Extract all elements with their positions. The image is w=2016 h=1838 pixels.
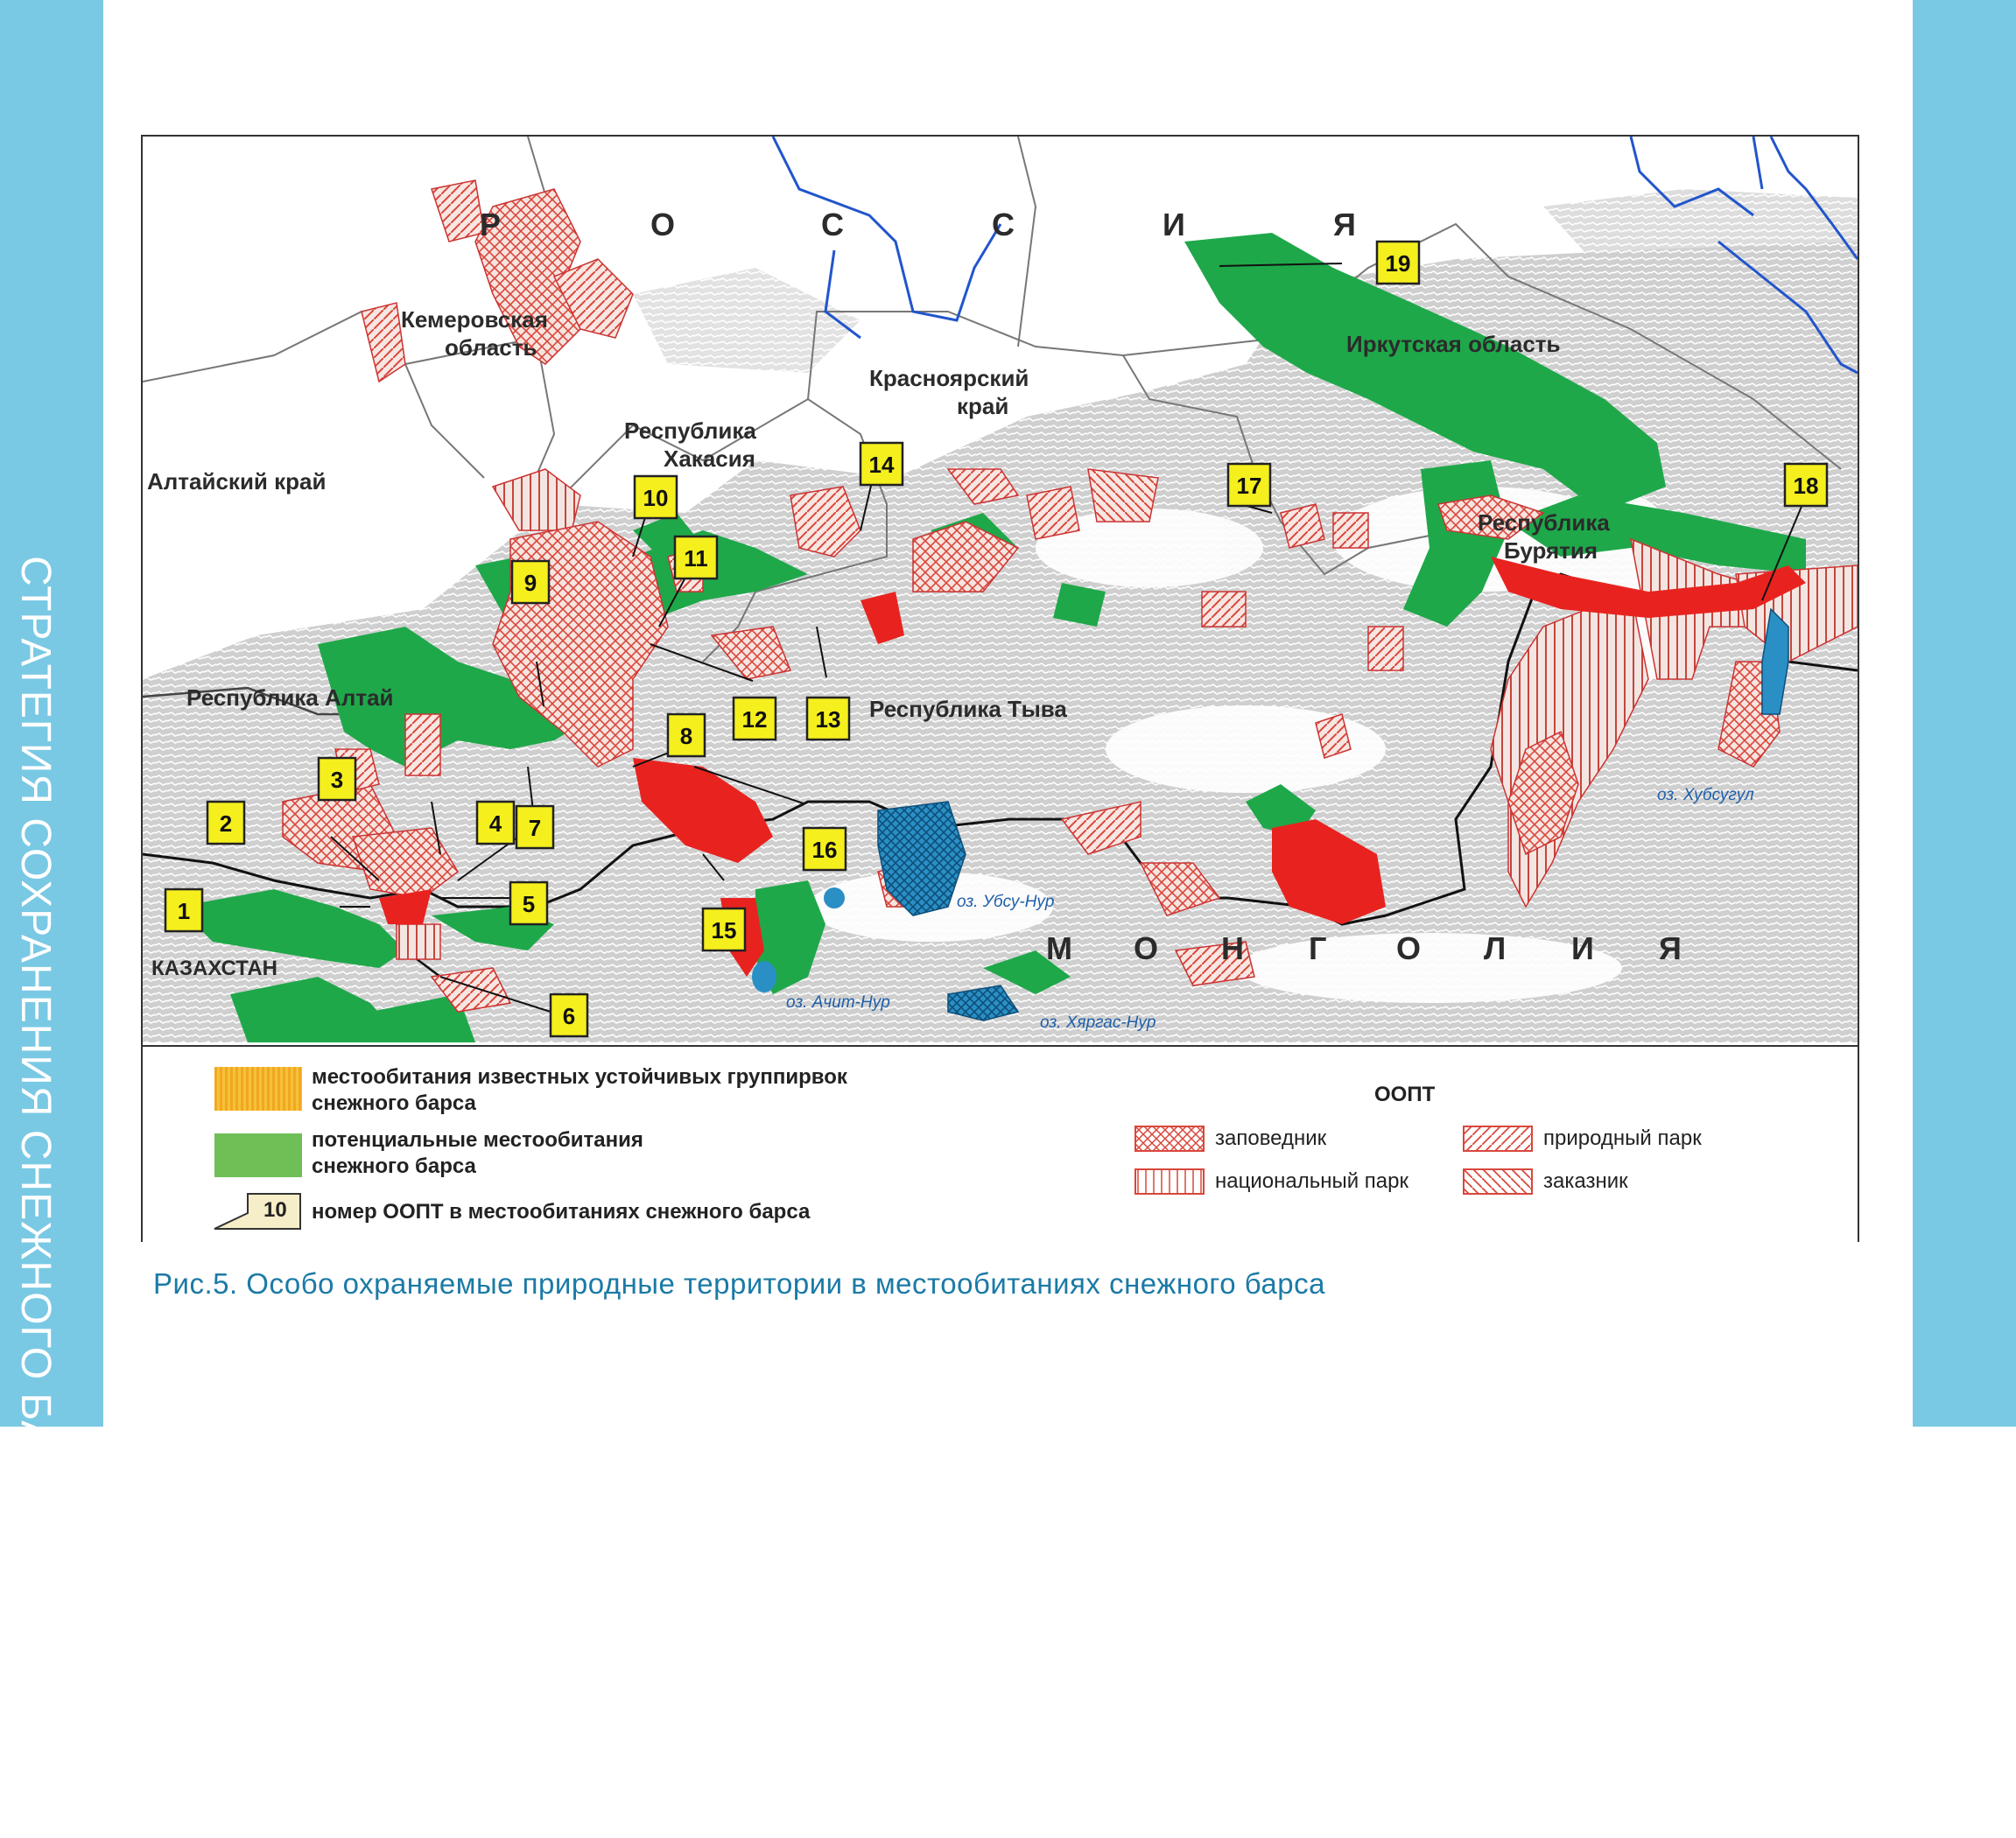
svg-text:11: 11	[684, 545, 708, 572]
label-country-mongolia-4: Г	[1309, 930, 1327, 966]
oopt-number-5	[510, 882, 547, 924]
label-lake-khyargas: оз. Хяргас-Нур	[1040, 1014, 1156, 1032]
svg-text:3: 3	[330, 767, 344, 793]
label-kemerovo-2: область	[445, 334, 537, 361]
legend-known-habitat-line2: снежного барса	[312, 1091, 476, 1115]
svg-text:4: 4	[488, 810, 502, 837]
svg-text:13: 13	[815, 706, 841, 733]
label-country-mongolia-6: Л	[1484, 930, 1507, 966]
svg-text:5: 5	[522, 891, 536, 917]
legend-nature-park: природный парк	[1543, 1126, 1702, 1150]
oopt-number-1	[165, 889, 202, 931]
legend-number-label: номер ООПТ в местообитаниях снежного барса	[312, 1200, 811, 1224]
svg-text:12: 12	[741, 706, 768, 733]
legend-known-habitat-line1: местообитания известных устойчивых группирвок	[312, 1065, 847, 1089]
svg-text:6: 6	[562, 1003, 576, 1029]
label-country-russia-3: С	[821, 207, 844, 242]
legend-potential-habitat-line2: снежного барса	[312, 1154, 476, 1178]
svg-text:8: 8	[679, 723, 693, 749]
oopt-number-12	[734, 698, 776, 740]
label-krasnoyarsk-1: Красноярский	[869, 365, 1029, 391]
legend	[143, 1045, 1858, 1242]
label-buryatia-2: Бурятия	[1504, 537, 1598, 564]
svg-text:7: 7	[528, 815, 542, 841]
label-tyva: Республика Тыва	[869, 696, 1067, 722]
svg-text:14: 14	[868, 452, 895, 478]
label-kemerovo-1: Кемеровская	[401, 306, 548, 333]
label-altai-krai: Алтайский край	[147, 468, 327, 495]
oopt-number-16	[804, 828, 846, 870]
label-country-russia-5: И	[1163, 207, 1185, 242]
label-country-mongolia-2: О	[1134, 930, 1159, 966]
label-country-mongolia-5: О	[1396, 930, 1422, 966]
oopt-number-14	[860, 443, 903, 485]
oopt-number-2	[207, 802, 244, 844]
swatch-nature-park	[1463, 1126, 1533, 1152]
svg-text:2: 2	[219, 810, 233, 837]
legend-zapovednik: заповедник	[1215, 1126, 1327, 1150]
legend-zakaznik: заказник	[1543, 1169, 1628, 1193]
label-kazakhstan: КАЗАХСТАН	[151, 957, 277, 980]
label-altai-republic: Республика Алтай	[186, 684, 394, 711]
label-country-mongolia-7: И	[1571, 930, 1594, 966]
svg-text:16: 16	[811, 837, 838, 863]
oopt-number-17	[1228, 464, 1270, 506]
svg-text:1: 1	[177, 898, 191, 924]
legend-number-sample: 10	[263, 1198, 287, 1222]
legend-oopt-title: ООПТ	[1374, 1083, 1436, 1106]
oopt-number-8	[668, 714, 705, 756]
right-sidebar-band	[1913, 0, 2016, 1427]
oopt-number-9	[512, 561, 549, 603]
label-country-russia-4: С	[992, 207, 1015, 242]
oopt-number-6	[551, 994, 587, 1036]
label-lake-ubsu: оз. Убсу-Нур	[957, 893, 1055, 911]
swatch-national-park	[1134, 1168, 1205, 1195]
label-country-russia-6: Я	[1333, 207, 1356, 242]
label-khakasia-1: Республика	[624, 417, 756, 444]
oopt-number-15	[703, 908, 745, 951]
label-country-russia-2: О	[650, 207, 676, 242]
oopt-number-11	[675, 537, 717, 579]
swatch-zapovednik	[1134, 1126, 1205, 1152]
svg-text:18: 18	[1793, 473, 1819, 499]
svg-text:9: 9	[523, 570, 537, 596]
swatch-known-habitat	[214, 1067, 302, 1111]
figure-caption: Рис.5. Особо охраняемые природные территории в местообитаниях снежного барса	[153, 1267, 1325, 1300]
oopt-number-3	[319, 758, 355, 800]
legend-national-park: национальный парк	[1215, 1169, 1408, 1193]
oopt-number-10	[635, 476, 677, 518]
label-irkutsk: Иркутская область	[1346, 331, 1561, 357]
label-krasnoyarsk-2: край	[957, 393, 1009, 419]
swatch-number-box	[213, 1189, 304, 1232]
swatch-zakaznik	[1463, 1168, 1533, 1195]
label-country-mongolia-8: Я	[1659, 930, 1682, 966]
legend-potential-habitat-line1: потенциальные местообитания	[312, 1128, 643, 1152]
label-country-mongolia-3: Н	[1221, 930, 1244, 966]
svg-text:17: 17	[1236, 473, 1262, 499]
label-country-russia-1: Р	[480, 207, 502, 242]
oopt-number-4	[477, 802, 514, 844]
label-lake-khubsugul: оз. Хубсугул	[1657, 786, 1754, 804]
oopt-number-19	[1377, 242, 1419, 284]
label-khakasia-2: Хакасия	[664, 445, 755, 472]
label-country-mongolia-1: М	[1046, 930, 1072, 966]
label-lake-achit: оз. Ачит-Нур	[786, 993, 890, 1012]
svg-text:19: 19	[1385, 250, 1411, 277]
svg-text:10: 10	[643, 485, 669, 511]
map-area	[143, 137, 1858, 1042]
side-title: СТРАТЕГИЯ СОХРАНЕНИЯ СНЕЖНОГО БАРСА В РОССИИ 43	[12, 556, 59, 1838]
label-buryatia-1: Республика	[1478, 509, 1610, 536]
swatch-potential-habitat	[214, 1133, 302, 1177]
oopt-number-18	[1785, 464, 1827, 506]
svg-text:15: 15	[711, 917, 737, 944]
oopt-number-13	[807, 698, 849, 740]
oopt-number-7	[516, 806, 553, 848]
